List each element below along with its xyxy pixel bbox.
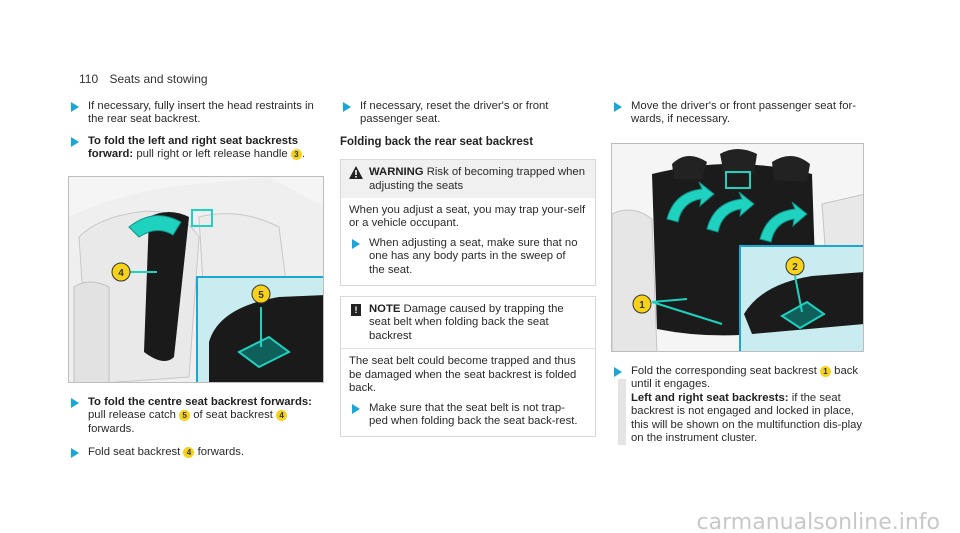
step-text-part: back until it engages.: [631, 365, 859, 391]
step-bar: [618, 379, 626, 445]
column-3: [611, 100, 867, 127]
step-text: [88, 396, 320, 436]
step-text: If necessary, fully insert the head restraints in the rear seat backrest.: [88, 100, 314, 126]
step-text-part: .: [301, 148, 305, 161]
step-arrow-icon: [352, 239, 360, 249]
warning-text: When you adjust a seat, you may trap your-self or a vehicle occupant.: [349, 204, 586, 230]
step-bold: To fold the centre seat backrest forwards:: [88, 396, 312, 408]
note-step: [349, 402, 587, 429]
note-box: [340, 296, 596, 437]
seat-figure-2: [611, 143, 864, 352]
step-arrow-icon: [352, 404, 360, 414]
step-text-part: forwards.: [88, 422, 135, 435]
callout-number: 4: [183, 447, 194, 458]
step: [611, 100, 867, 127]
callout-number: 1: [820, 366, 831, 377]
step-bold: To fold the left and right seat backrests forward:: [88, 134, 299, 161]
step: [68, 446, 324, 459]
warning-header: [341, 160, 595, 198]
warning-box: [340, 159, 596, 286]
step-arrow-icon: [71, 102, 79, 112]
step-text-part: pull right or left release handle: [136, 148, 288, 161]
seat-illustration-2: [612, 144, 864, 352]
step-text: Move the driver's or front passenger seat for-wards, if necessary.: [631, 100, 857, 126]
warning-label: WARNING: [369, 166, 424, 179]
step: [340, 100, 596, 127]
step-arrow-icon: [71, 448, 79, 458]
fig1-callout-4: 4: [118, 268, 124, 279]
fig2-callout-1: 1: [639, 300, 645, 311]
fig2-callout-2: 2: [792, 262, 798, 273]
step-text-part: forwards.: [197, 446, 245, 459]
seat-illustration-1: [69, 177, 324, 383]
column-3-lower: [611, 365, 867, 445]
page-number: 110: [79, 72, 99, 86]
warning-step: [349, 237, 587, 277]
step-text: [88, 446, 320, 459]
warning-triangle-icon: [349, 166, 363, 179]
section-title: Seats and stowing: [109, 72, 208, 86]
step-text-part: Fold the corresponding seat backrest: [631, 365, 817, 377]
step-text: When adjusting a seat, make sure that no one has any body parts in the sweep of the seat.: [369, 236, 578, 276]
note-text: The seat belt could become trapped and thus be damaged when the seat backrest is folded back.: [349, 355, 577, 395]
step-text: [631, 365, 863, 445]
step-text: If necessary, reset the driver's or front passenger seat.: [360, 100, 549, 126]
step-arrow-icon: [343, 102, 351, 112]
step-text-part: if the seat backrest is not engaged and locked in place, this will be shown on the multifunction dis-play on the instrument cluster.: [631, 391, 863, 445]
column-1-lower: [68, 396, 324, 460]
step: [611, 365, 867, 445]
callout-number: 5: [179, 410, 190, 421]
note-label: NOTE: [369, 303, 401, 316]
warning-body: [341, 198, 595, 285]
step-text: Make sure that the seat belt is not trap-ped when folding back the seat back-rest.: [369, 401, 578, 427]
note-body: [341, 348, 595, 436]
step: [68, 396, 324, 436]
step: [68, 135, 324, 162]
note-header: [341, 297, 595, 348]
step-arrow-icon: [71, 398, 79, 408]
step-text-part: of seat backrest: [193, 409, 273, 422]
page-header: [79, 73, 208, 86]
step: [68, 100, 324, 127]
callout-number: 4: [276, 410, 287, 421]
step-arrow-icon: [614, 367, 622, 377]
note-title: Damage caused by trapping the seat belt when folding back the seat backrest: [369, 303, 564, 342]
column-1: [68, 100, 324, 162]
step-arrow-icon: [614, 102, 622, 112]
section-heading: Folding back the rear seat backrest: [340, 135, 534, 148]
callout-number: 3: [291, 149, 302, 160]
fig1-callout-5: 5: [258, 290, 264, 301]
step-text-part: pull release catch: [88, 409, 176, 422]
step-arrow-icon: [71, 137, 79, 147]
seat-figure-1: [68, 176, 324, 383]
exclamation-icon: !: [351, 304, 361, 316]
column-2: [340, 100, 596, 437]
warning-title: Risk of becoming trapped when adjusting the seats: [369, 166, 585, 192]
watermark: carmanualsonline.info: [696, 509, 940, 533]
step-bold: Left and right seat backrests:: [631, 391, 789, 404]
step-text-part: Fold seat backrest: [88, 446, 181, 459]
step-text: [88, 135, 320, 162]
